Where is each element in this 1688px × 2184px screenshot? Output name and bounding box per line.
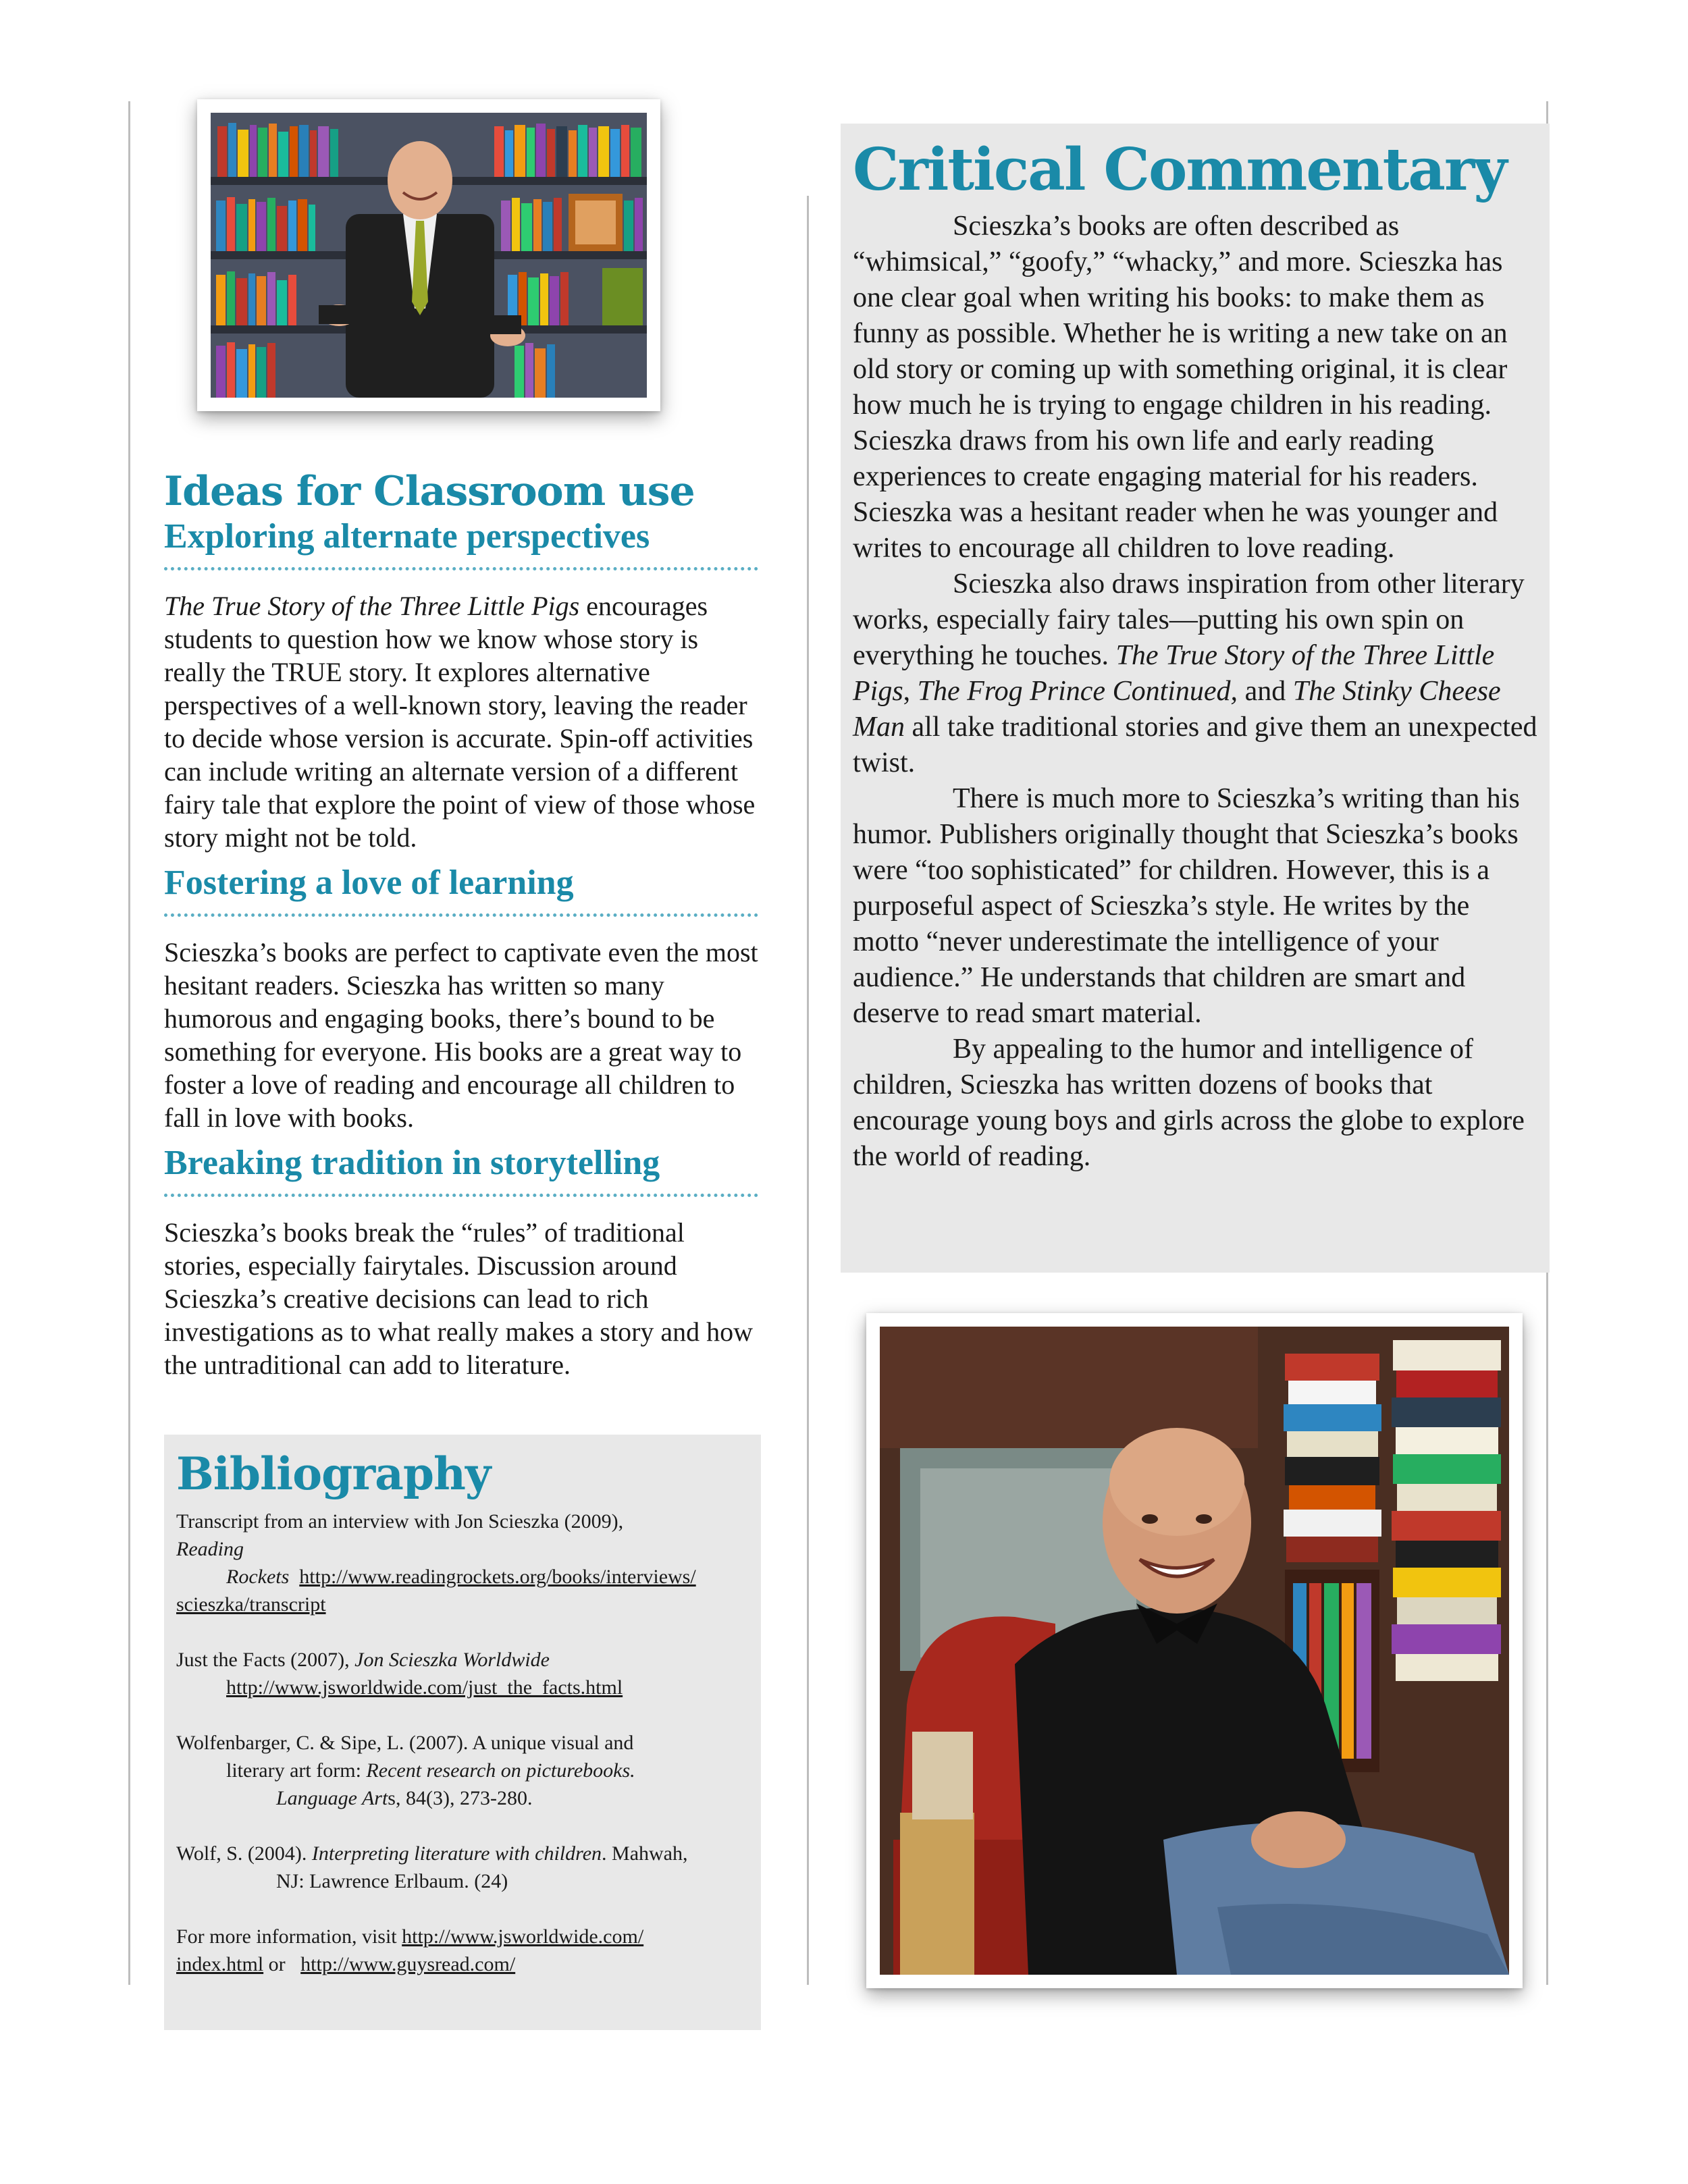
perspectives-heading: Exploring alternate perspectives	[164, 516, 758, 570]
jsworldwide-link-continued[interactable]: index.html	[176, 1953, 264, 1975]
just-the-facts-link[interactable]: http://www.jsworldwide.com/just_the_facts.html	[226, 1676, 623, 1699]
bibliography-box	[164, 1435, 761, 2030]
three-pigs-title: The True Story of the Three Little Pigs	[164, 591, 580, 621]
armchair-portrait-image	[880, 1327, 1509, 1975]
center-column-rule	[807, 196, 809, 1985]
perspectives-text: The True Story of the Three Little Pigs encourages students to question how we know whose story is really the TRUE story. It explores alternative perspectives of a well-known story, leaving the reader to decide whose version is accurate. Spin-off activities can include writing an alternate version of a different fairy tale that explore the point of view of those whose story might not be told.	[164, 591, 756, 853]
critical-commentary-box	[841, 124, 1550, 1273]
breaking-tradition-text: Scieszka’s books break the “rules” of traditional stories, especially fairytales. Discussion around Scieszka’s creative decisions can lead to rich investigations as to what really makes a story and how the untraditional can add to literature.	[164, 1217, 754, 1380]
left-margin-rule	[128, 101, 130, 1985]
commentary-paragraph-3: There is much more to Scieszka’s writing than his humor. Publishers originally thought that Scieszka’s books were “too sophisticated” for children. However, this is a purposeful aspect of Scieszka’s style. He writes by the motto “never underestimate the intelligence of your audience.” He understands that children are smart and deserve to read smart material.	[853, 783, 1520, 1029]
reading-rockets-link-continued[interactable]: scieszka/transcript	[176, 1593, 326, 1616]
commentary-paragraph-1: Scieszka’s books are often described as “whimsical,” “goofy,” “whacky,” and more. Scieszka has one clear goal when writing his books: to make them as funny as possible. Whether he is writing a new take on an old story or coming up with something original, it is clear how much he is trying to engage children in his reading. Scieszka draws from his own life and early reading experiences to create engaging material for his readers. Scieszka was a hesitant reader when he was younger and writes to encourage all children to love reading.	[853, 211, 1508, 564]
bib-entry-just-the-facts: Just the Facts (2007), Jon Scieszka Worldwide http://www.jsworldwide.com/just_the_facts.html	[176, 1649, 623, 1699]
love-of-learning-text: Scieszka’s books are perfect to captivate even the most hesitant readers. Scieszka has written so many humorous and engaging books, there’s bound to be something for everyone. His books are a great way to foster a love of reading and encourage all children to fall in love with books.	[164, 937, 758, 1133]
guysread-link[interactable]: http://www.guysread.com/	[300, 1953, 516, 1975]
bookshelf-portrait-image	[211, 113, 647, 398]
bibliography-title: Bibliography	[176, 1447, 491, 1500]
bib-entry-reading-rockets: Transcript from an interview with Jon Scieszka (2009), Reading Rockets http://www.readingrockets.org/books/interviews/ scieszka/transcript	[176, 1510, 696, 1616]
jsworldwide-link[interactable]: http://www.jsworldwide.com/	[402, 1925, 644, 1948]
reading-rockets-link[interactable]: http://www.readingrockets.org/books/interviews/	[299, 1566, 696, 1588]
bib-more-info: For more information, visit http://www.jsworldwide.com/ index.html or http://www.guysread.com/	[176, 1925, 644, 1975]
classroom-title: Ideas for Classroom use	[164, 468, 695, 515]
author-photo-armchair	[866, 1313, 1523, 1988]
love-of-learning-heading: Fostering a love of learning	[164, 862, 758, 917]
bib-entry-wolfenbarger: Wolfenbarger, C. & Sipe, L. (2007). A unique visual and literary art form: Recent research on picturebooks. Language Arts, 84(3), 273-280.	[176, 1732, 635, 1809]
breaking-tradition-heading: Breaking tradition in storytelling	[164, 1142, 758, 1197]
commentary-paragraph-2: Scieszka also draws inspiration from other literary works, especially fairy tales—putting his own spin on everything he touches. The True Story of the Three Little Pigs, The Frog Prince Continued, and The Stinky Cheese Man all take traditional stories and give them an unexpected twist.	[853, 568, 1537, 778]
commentary-paragraph-4: By appealing to the humor and intelligence of children, Scieszka has written dozens of books that encourage young boys and girls across the globe to explore the world of reading.	[853, 1034, 1525, 1172]
bib-entry-wolf: Wolf, S. (2004). Interpreting literature with children. Mahwah, NJ: Lawrence Erlbaum. (24)	[176, 1842, 688, 1892]
author-photo-bookshelf	[197, 99, 660, 411]
classroom-ideas-section	[164, 467, 758, 1389]
commentary-title: Critical Commentary	[853, 136, 1506, 204]
